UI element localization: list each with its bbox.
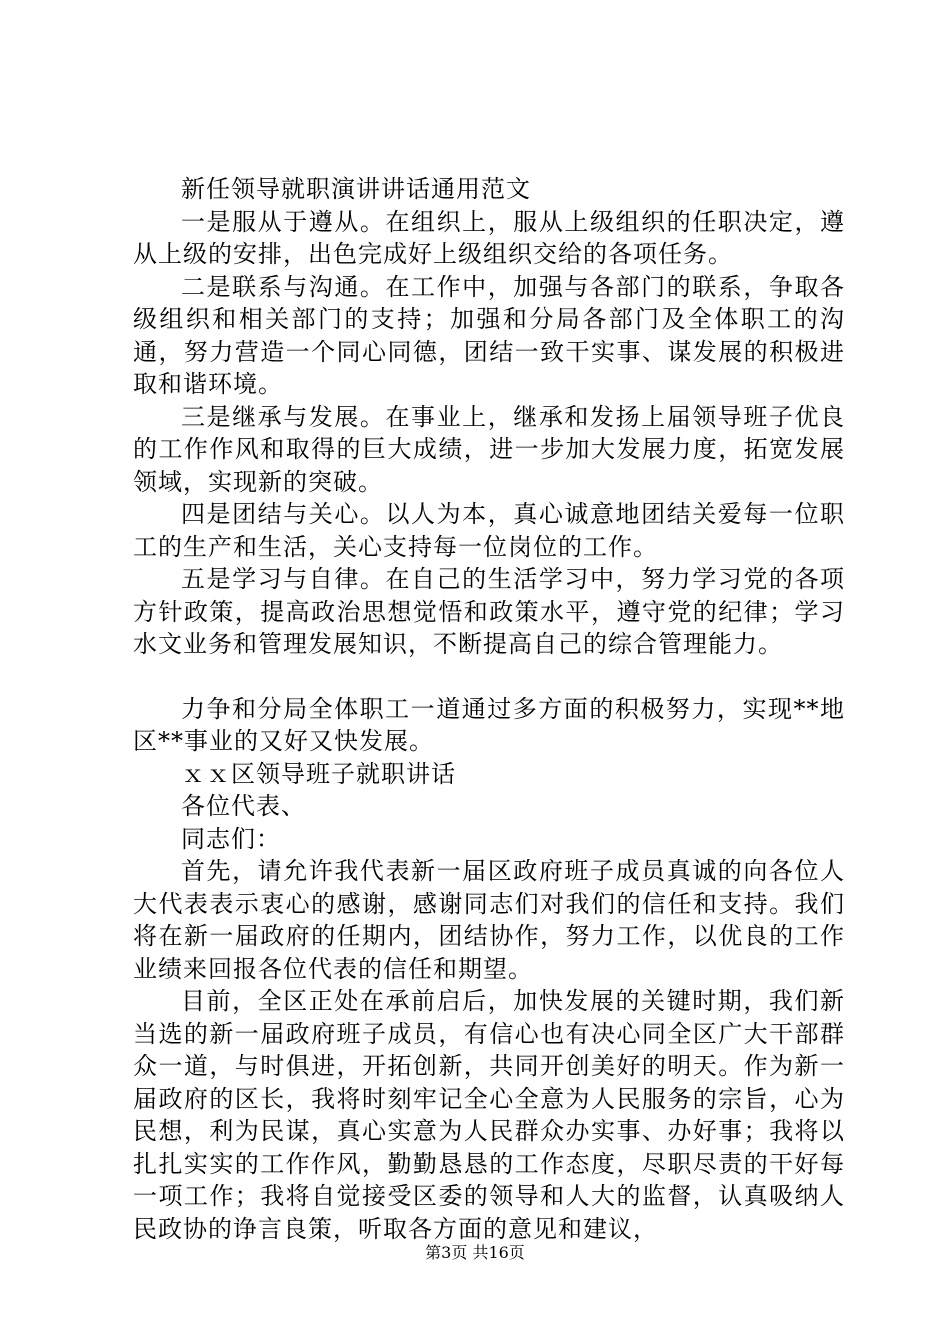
paragraph-thanks: 首先，请允许我代表新一届区政府班子成员真诚的向各位人大代表表示衷心的感谢，感谢同志们对我们的信任和支持。我们将在新一届政府的任期内，团结协作，努力工作，以优良的工作业绩来回报各位代表的信任和期望。 [133,857,845,983]
paragraph-commitment: 目前，全区正处在承前启后，加快发展的关键时期，我们新当选的新一届政府班子成员，有信心也有决心同全区广大干部群众一道，与时俱进，开拓创新，共同开创美好的明天。作为新一届政府的区长，我将时刻牢记全心全意为人民服务的宗旨，心为民想，利为民谋，真心实意为人民群众办实事、办好事；我将以扎扎实实的工作作风，勤勤恳恳的工作态度，尽职尽责的干好每一项工作；我将自觉接受区委的领导和人大的监督，认真吸纳人民政协的诤言良策，听取各方面的意见和建议， [133,987,845,1243]
paragraph-study: 五是学习与自律。在自己的生活学习中，努力学习党的各项方针政策，提高政治思想觉悟和政策水平，遵守党的纪律；学习水文业务和管理发展知识，不断提高自己的综合管理能力。 [133,565,845,658]
paragraph-goal: 力争和分局全体职工一道通过多方面的积极努力，实现**地区**事业的又好又快发展。 [133,694,845,755]
paragraph-communication: 二是联系与沟通。在工作中，加强与各部门的联系，争取各级组织和相关部门的支持；加强和分局各部门及全体职工的沟通，努力营造一个同心同德，团结一致干实事、谋发展的积极进取和谐环境。 [133,272,845,398]
speech-title: ｘｘ区领导班子就职讲话 [181,759,456,788]
paragraph-inheritance: 三是继承与发展。在事业上，继承和发扬上届领导班子优良的工作作风和取得的巨大成绩，进一步加大发展力度，拓宽发展领域，实现新的突破。 [133,402,845,496]
salutation-delegates: 各位代表、 [181,792,306,820]
document-title: 新任领导就职演讲讲话通用范文 [181,175,531,203]
page-number: 第3页 共16页 [425,1243,525,1262]
salutation-comrades: 同志们： [181,824,281,853]
paragraph-obedience: 一是服从于遵从。在组织上，服从上级组织的任职决定，遵从上级的安排，出色完成好上级组织交给的各项任务。 [133,207,845,268]
document-body [133,173,845,1245]
paragraph-unity: 四是团结与关心。以人为本，真心诚意地团结关爱每一位职工的生产和生活，关心支持每一位岗位的工作。 [133,500,845,561]
